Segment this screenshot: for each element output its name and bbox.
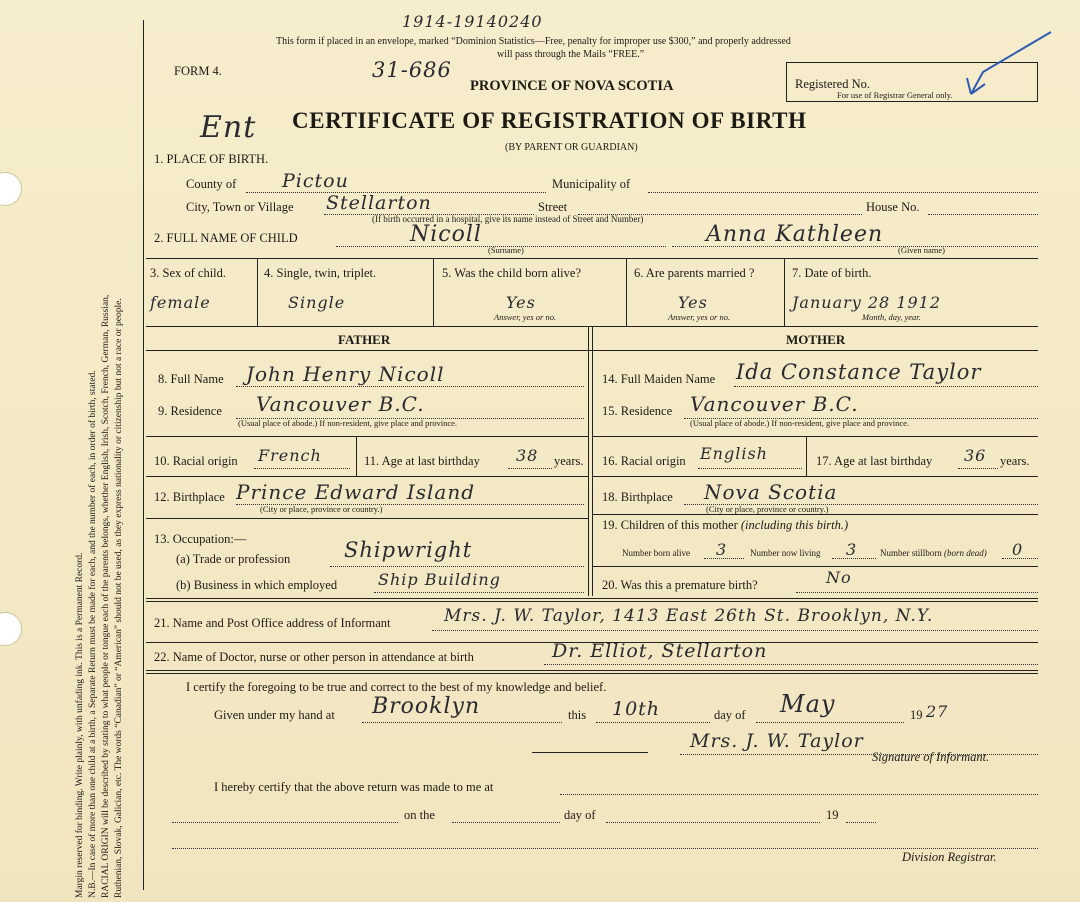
row3-divider-2 bbox=[433, 258, 434, 326]
business-label: (b) Business in which employed bbox=[176, 578, 338, 592]
doctor-value: Dr. Elliot, Stellarton bbox=[552, 640, 768, 662]
premature-line bbox=[796, 592, 1038, 593]
child-given-name: Anna Kathleen bbox=[706, 222, 884, 247]
father-racial: French bbox=[258, 446, 322, 465]
trade-value: Shipwright bbox=[344, 538, 473, 562]
mother-birthplace: Nova Scotia bbox=[704, 480, 838, 504]
mother-name: Ida Constance Taylor bbox=[736, 360, 982, 384]
father-name: John Henry Nicoll bbox=[246, 362, 445, 386]
date-of-birth-value: January 28 1912 bbox=[792, 293, 942, 312]
mother-birthplace-label: 18. Birthplace bbox=[602, 490, 673, 504]
father-age-line bbox=[508, 468, 552, 469]
this-label: this bbox=[568, 708, 587, 722]
born-alive-value: Yes bbox=[506, 293, 536, 312]
mother-residence-rule bbox=[592, 436, 1038, 437]
child-surname: Nicoll bbox=[410, 222, 482, 247]
mother-racial-rule bbox=[592, 476, 1038, 477]
envelope-notice-line-2: will pass through the Mails “FREE.” bbox=[497, 49, 645, 60]
father-residence-note: (Usual place of abode.) If non-resident, give place and province. bbox=[238, 418, 458, 428]
sidebar-line-3: RACIAL ORIGIN will be described by stating to what people or tongue each of the parents belongs, whether English, Irish, Scotch, French, German, Russian, bbox=[101, 294, 111, 898]
sidebar-line-2: N.B.—In case of more than one child at a birth, a Separate Return must be made for each, and the number of each, in order of birth, stated. bbox=[88, 370, 98, 898]
registrar-signature-label: Division Registrar. bbox=[902, 850, 997, 864]
given-year-prefix: 19 bbox=[910, 708, 923, 722]
city-value: Stellarton bbox=[326, 192, 432, 214]
father-age-years: years. bbox=[554, 454, 584, 468]
mother-residence-label: 15. Residence bbox=[602, 404, 673, 418]
sidebar-line-4: Ruthenian, Slovak, Galician, etc. The words “Canadian” or “American” should not be used, as they express nationality or citizenship but not a race or people. bbox=[114, 298, 124, 898]
informant-signature-label: Signature of Informant. bbox=[872, 750, 990, 764]
registrar-statement: I hereby certify that the above return was made to me at bbox=[214, 780, 494, 794]
mother-age-years: years. bbox=[1000, 454, 1030, 468]
registrar-on-the-label: on the bbox=[404, 808, 435, 822]
doctor-label: 22. Name of Doctor, nurse or other person in attendance at birth bbox=[154, 650, 474, 664]
given-year: 27 bbox=[926, 702, 949, 721]
trade-line bbox=[330, 566, 584, 567]
registrar-day-line bbox=[452, 822, 560, 823]
mother-birthplace-note: (City or place, province or country.) bbox=[706, 504, 829, 514]
mother-racial-label: 16. Racial origin bbox=[602, 454, 686, 468]
born-alive-count-label: Number born alive bbox=[622, 548, 690, 558]
informant-label: 21. Name and Post Office address of Informant bbox=[154, 616, 391, 630]
sidebar-notes bbox=[74, 38, 126, 898]
registrar-year-prefix: 19 bbox=[826, 808, 839, 822]
seal-line bbox=[532, 752, 648, 753]
registrar-signature-line bbox=[172, 848, 1038, 849]
living-count: 3 bbox=[846, 540, 858, 559]
stillborn-count: 0 bbox=[1012, 540, 1024, 559]
date-of-birth-label: 7. Date of birth. bbox=[792, 266, 872, 280]
father-residence-label: 9. Residence bbox=[158, 404, 222, 418]
given-under-hand-label: Given under my hand at bbox=[214, 708, 335, 722]
mother-residence: Vancouver B.C. bbox=[690, 392, 859, 416]
father-residence: Vancouver B.C. bbox=[256, 392, 425, 416]
business-line bbox=[374, 592, 584, 593]
punch-hole-bottom bbox=[0, 612, 22, 646]
father-racial-label: 10. Racial origin bbox=[154, 454, 238, 468]
mother-racial-divider bbox=[806, 436, 807, 476]
birth-type-value: Single bbox=[288, 293, 346, 312]
doctor-rule-2 bbox=[146, 673, 1038, 674]
row3-divider-4 bbox=[784, 258, 785, 326]
sidebar-line-1: Margin reserved for binding. Write plainly, with unfading ink. This is a Permanent Record. bbox=[75, 552, 85, 898]
father-age-label: 11. Age at last birthday bbox=[364, 454, 480, 468]
father-racial-line bbox=[254, 468, 350, 469]
child-name-label: 2. FULL NAME OF CHILD bbox=[154, 231, 298, 245]
certify-statement: I certify the foregoing to be true and correct to the best of my knowledge and belief. bbox=[186, 680, 607, 694]
house-number-line bbox=[928, 214, 1038, 215]
informant-value: Mrs. J. W. Taylor, 1413 East 26th St. Brooklyn, N.Y. bbox=[444, 606, 934, 626]
parents-bottom-rule-2 bbox=[146, 601, 1038, 602]
children-label-italic: (including this birth.) bbox=[740, 518, 849, 532]
given-place: Brooklyn bbox=[372, 694, 481, 719]
province-heading: PROVINCE OF NOVA SCOTIA bbox=[470, 78, 674, 94]
business-value: Ship Building bbox=[378, 570, 501, 589]
informant-line bbox=[432, 630, 1038, 631]
certificate-title: CERTIFICATE OF REGISTRATION OF BIRTH bbox=[292, 108, 807, 133]
county-value: Pictou bbox=[282, 170, 349, 192]
mother-heading: MOTHER bbox=[786, 332, 846, 347]
father-birthplace-label: 12. Birthplace bbox=[154, 490, 225, 504]
children-label bbox=[602, 518, 848, 533]
born-alive-count: 3 bbox=[716, 540, 728, 559]
envelope-notice-line-1: This form if placed in an envelope, marked “Dominion Statistics—Free, penalty for improper use $300,” and properly addressed bbox=[276, 36, 791, 47]
sex-label: 3. Sex of child. bbox=[150, 266, 227, 280]
father-residence-rule bbox=[146, 436, 588, 437]
binding-margin-line bbox=[143, 20, 144, 890]
stillborn-label-text: Number stillborn bbox=[880, 548, 942, 558]
mother-name-label: 14. Full Maiden Name bbox=[602, 372, 716, 386]
doctor-line bbox=[544, 664, 1038, 665]
living-count-label: Number now living bbox=[750, 548, 821, 558]
parents-married-label: 6. Are parents married ? bbox=[634, 266, 755, 280]
mother-racial-line bbox=[698, 468, 802, 469]
county-label: County of bbox=[186, 177, 237, 191]
row3-divider-1 bbox=[257, 258, 258, 326]
mother-age-line bbox=[958, 468, 998, 469]
mother-age: 36 bbox=[964, 446, 987, 465]
born-alive-note: Answer, yes or no. bbox=[494, 312, 557, 322]
children-rule bbox=[592, 566, 1038, 567]
parents-divider-a bbox=[588, 326, 589, 596]
mother-name-line bbox=[734, 386, 1038, 387]
date-of-birth-note: Month, day, year. bbox=[862, 312, 921, 322]
premature-label: 20. Was this a premature birth? bbox=[602, 578, 758, 592]
municipality-line bbox=[648, 192, 1038, 193]
form-number: FORM 4. bbox=[174, 64, 222, 78]
street-label: Street bbox=[538, 200, 568, 214]
premature-value: No bbox=[826, 568, 852, 587]
parents-married-value: Yes bbox=[678, 293, 708, 312]
given-place-line bbox=[362, 722, 562, 723]
stillborn-count-label bbox=[880, 548, 987, 558]
blue-check-mark bbox=[955, 28, 1055, 98]
father-birthplace-rule bbox=[146, 518, 588, 519]
parents-married-note: Answer, yes or no. bbox=[668, 312, 731, 322]
mother-birthplace-rule bbox=[592, 514, 1038, 515]
given-day-line bbox=[596, 722, 710, 723]
parents-bottom-rule bbox=[146, 598, 1038, 599]
registered-number-label: Registered No. bbox=[795, 77, 870, 91]
given-month-line bbox=[756, 722, 904, 723]
place-of-birth-heading: 1. PLACE OF BIRTH. bbox=[154, 152, 269, 166]
hospital-note: (If birth occurred in a hospital, give its name instead of Street and Number) bbox=[372, 214, 644, 224]
registrar-year-line bbox=[846, 822, 876, 823]
reference-number: 31-686 bbox=[372, 58, 452, 82]
birth-type-label: 4. Single, twin, triplet. bbox=[264, 266, 377, 280]
municipality-label: Municipality of bbox=[552, 177, 631, 191]
father-name-line bbox=[236, 386, 584, 387]
father-age: 38 bbox=[516, 446, 539, 465]
archive-number: 1914-19140240 bbox=[402, 12, 543, 31]
margin-mark: Ent bbox=[200, 110, 257, 145]
registered-number-note: For use of Registrar General only. bbox=[837, 90, 953, 100]
mother-racial: English bbox=[700, 444, 768, 463]
row3-top-rule bbox=[146, 258, 1038, 259]
certificate-subtitle: (BY PARENT OR GUARDIAN) bbox=[505, 142, 638, 153]
born-alive-label: 5. Was the child born alive? bbox=[442, 266, 582, 280]
father-name-label: 8. Full Name bbox=[158, 372, 224, 386]
city-label: City, Town or Village bbox=[186, 200, 294, 214]
stillborn-label-note: (born dead) bbox=[944, 548, 987, 558]
punch-hole-top bbox=[0, 172, 22, 206]
children-label-text: 19. Children of this mother bbox=[602, 518, 738, 532]
sex-value: female bbox=[150, 293, 211, 312]
mother-residence-note: (Usual place of abode.) If non-resident, give place and province. bbox=[690, 418, 910, 428]
trade-label: (a) Trade or profession bbox=[176, 552, 291, 566]
father-racial-divider bbox=[356, 436, 357, 476]
father-heading: FATHER bbox=[338, 332, 391, 347]
child-surname-note: (Surname) bbox=[488, 245, 524, 255]
doctor-rule bbox=[146, 670, 1038, 671]
mother-age-label: 17. Age at last birthday bbox=[816, 454, 933, 468]
given-month: May bbox=[780, 690, 836, 718]
day-of-label: day of bbox=[714, 708, 746, 722]
given-day: 10th bbox=[612, 698, 661, 720]
occupation-label: 13. Occupation:— bbox=[154, 532, 247, 546]
registrar-day-of-label: day of bbox=[564, 808, 596, 822]
row3-divider-3 bbox=[626, 258, 627, 326]
father-birthplace: Prince Edward Island bbox=[236, 480, 476, 504]
registrar-month-line bbox=[606, 822, 820, 823]
informant-signature: Mrs. J. W. Taylor bbox=[690, 730, 864, 752]
registrar-start-line bbox=[172, 822, 398, 823]
child-given-note: (Given name) bbox=[898, 245, 945, 255]
father-racial-rule bbox=[146, 476, 588, 477]
house-number-label: House No. bbox=[866, 200, 920, 214]
parents-divider-b bbox=[592, 326, 593, 596]
father-birthplace-note: (City or place, province or country.) bbox=[260, 504, 383, 514]
registrar-place-line bbox=[560, 794, 1038, 795]
